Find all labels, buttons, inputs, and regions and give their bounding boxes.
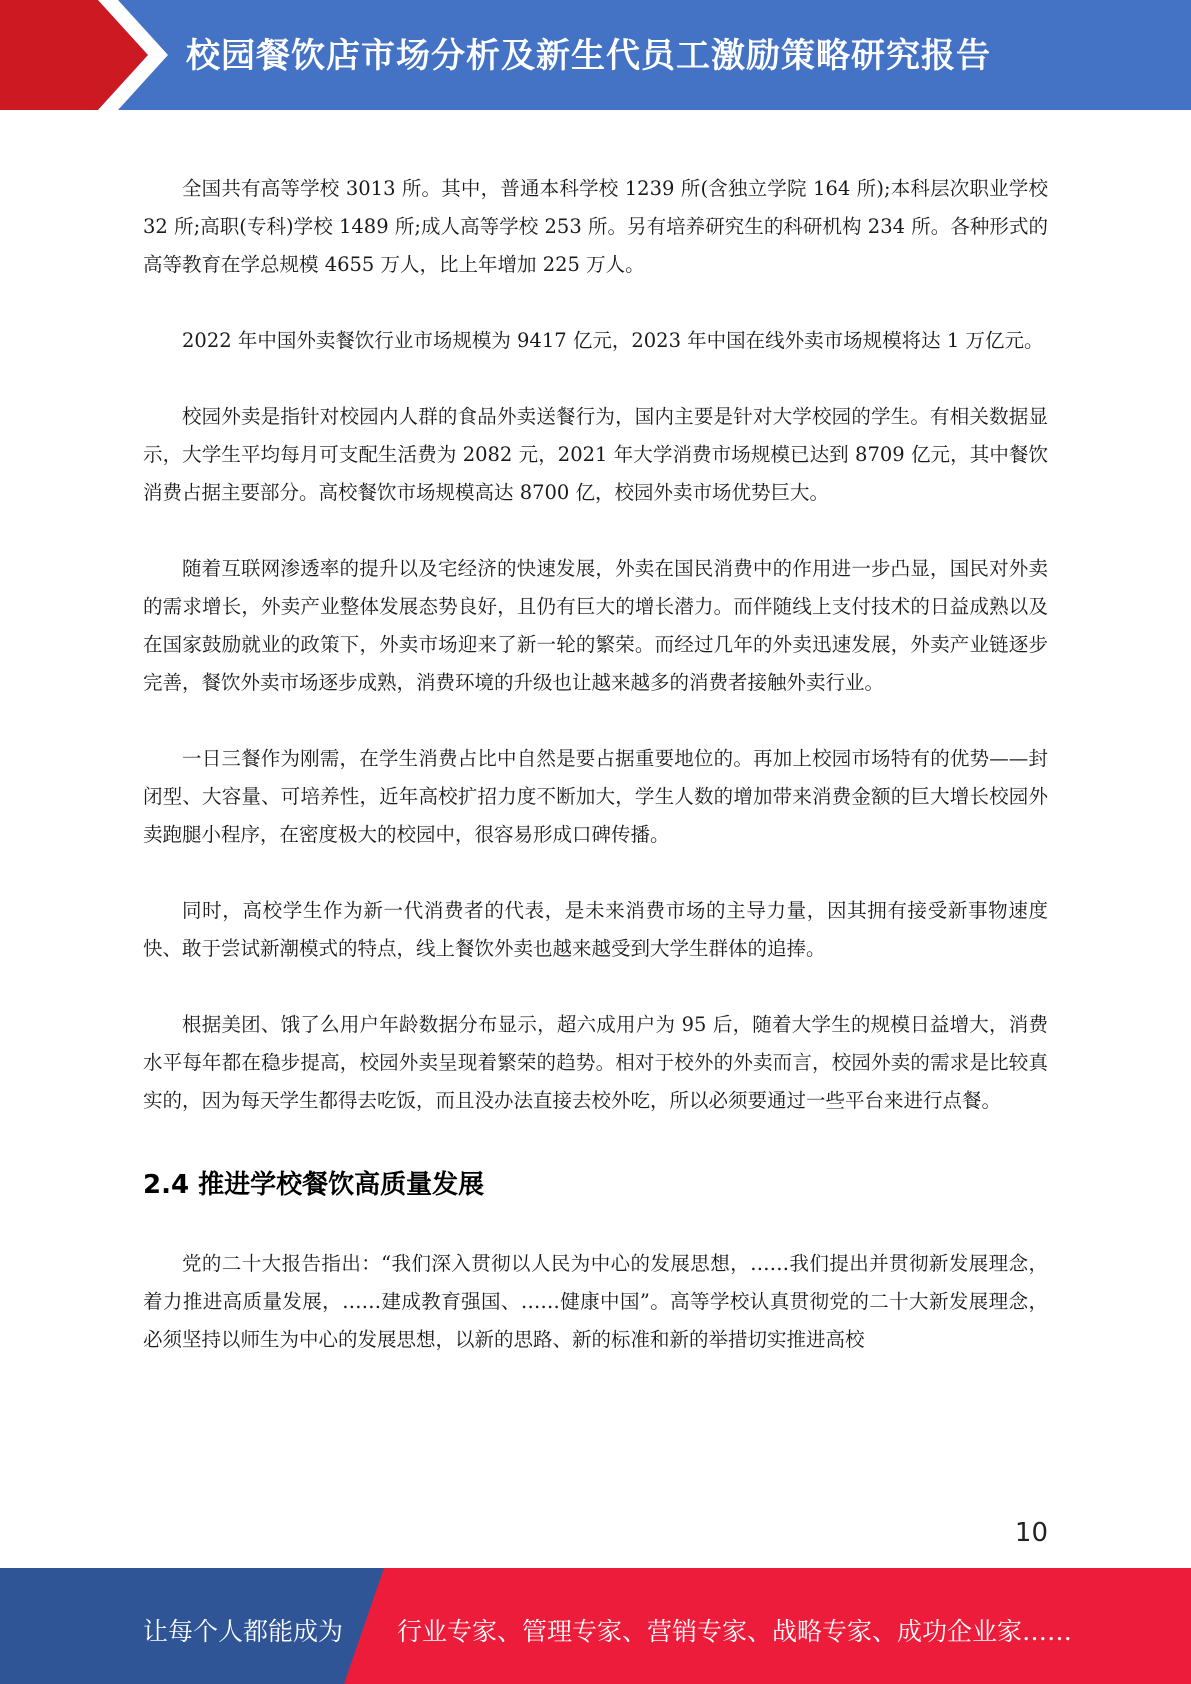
paragraph-7: 根据美团、饿了么用户年龄数据分布显示，超六成用户为 95 后，随着大学生的规模日益增大，消费水平每年都在稳步提高，校园外卖呈现着繁荣的趋势。相对于校外的外卖而言，校园外卖的需求是比较真实的，因为每天学生都得去吃饭，而且没办法直接去校外吃，所以必须要通过一些平台来进行点餐。 bbox=[143, 1013, 1048, 1112]
page-number: 10 bbox=[1014, 1518, 1048, 1548]
paragraph-8: 党的二十大报告指出：“我们深入贯彻以人民为中心的发展思想，……我们提出并贯彻新发展理念，着力推进高质量发展，……建成教育强国、……健康中国”。高等学校认真贯彻党的二十大新发展理念，必须坚持以师生为中心的发展思想，以新的思路、新的标准和新的举措切实推进高校 bbox=[143, 1252, 1048, 1351]
footer-slogan-right: 行业专家、管理专家、营销专家、战略专家、成功企业家…… bbox=[397, 1617, 1073, 1646]
page-footer bbox=[0, 1568, 1191, 1684]
paragraph-6: 同时，高校学生作为新一代消费者的代表，是未来消费市场的主导力量，因其拥有接受新事物速度快、敢于尝试新潮模式的特点，线上餐饮外卖也越来越受到大学生群体的追捧。 bbox=[143, 899, 1048, 960]
paragraph-1: 全国共有高等学校 3013 所。其中，普通本科学校 1239 所(含独立学院 164 所);本科层次职业学校 32 所;高职(专科)学校 1489 所;成人高等学校 253 所。另有培养研究生的科研机构 234 所。各种形式的高等教育在学总规模 4655 万人，比上年增加 225 万人。 bbox=[143, 177, 1048, 276]
footer-slogan-left: 让每个人都能成为 bbox=[143, 1617, 344, 1646]
page-content bbox=[143, 170, 1048, 1397]
report-title: 校园餐饮店市场分析及新生代员工激励策略研究报告 bbox=[186, 36, 991, 76]
paragraph-5: 一日三餐作为刚需，在学生消费占比中自然是要占据重要地位的。再加上校园市场特有的优势——封闭型、大容量、可培养性，近年高校扩招力度不断加大，学生人数的增加带来消费金额的巨大增长校园外卖跑腿小程序，在密度极大的校园中，很容易形成口碑传播。 bbox=[143, 747, 1048, 846]
paragraph-4: 随着互联网渗透率的提升以及宅经济的快速发展，外卖在国民消费中的作用进一步凸显，国民对外卖的需求增长，外卖产业整体发展态势良好，且仍有巨大的增长潜力。而伴随线上支付技术的日益成熟以及在国家鼓励就业的政策下，外卖市场迎来了新一轮的繁荣。而经过几年的外卖迅速发展，外卖产业链逐步完善，餐饮外卖市场逐步成熟，消费环境的升级也让越来越多的消费者接触外卖行业。 bbox=[143, 557, 1048, 694]
paragraph-2: 2022 年中国外卖餐饮行业市场规模为 9417 亿元，2023 年中国在线外卖市场规模将达 1 万亿元。 bbox=[182, 329, 1044, 352]
section-heading: 2.4 推进学校餐饮高质量发展 bbox=[143, 1170, 485, 1200]
paragraph-3: 校园外卖是指针对校园内人群的食品外卖送餐行为，国内主要是针对大学校园的学生。有相关数据显示，大学生平均每月可支配生活费为 2082 元，2021 年大学消费市场规模已达到 8709 亿元，其中餐饮消费占据主要部分。高校餐饮市场规模高达 8700 亿，校园外卖市场优势巨大。 bbox=[143, 405, 1048, 504]
page-header bbox=[0, 0, 1191, 110]
